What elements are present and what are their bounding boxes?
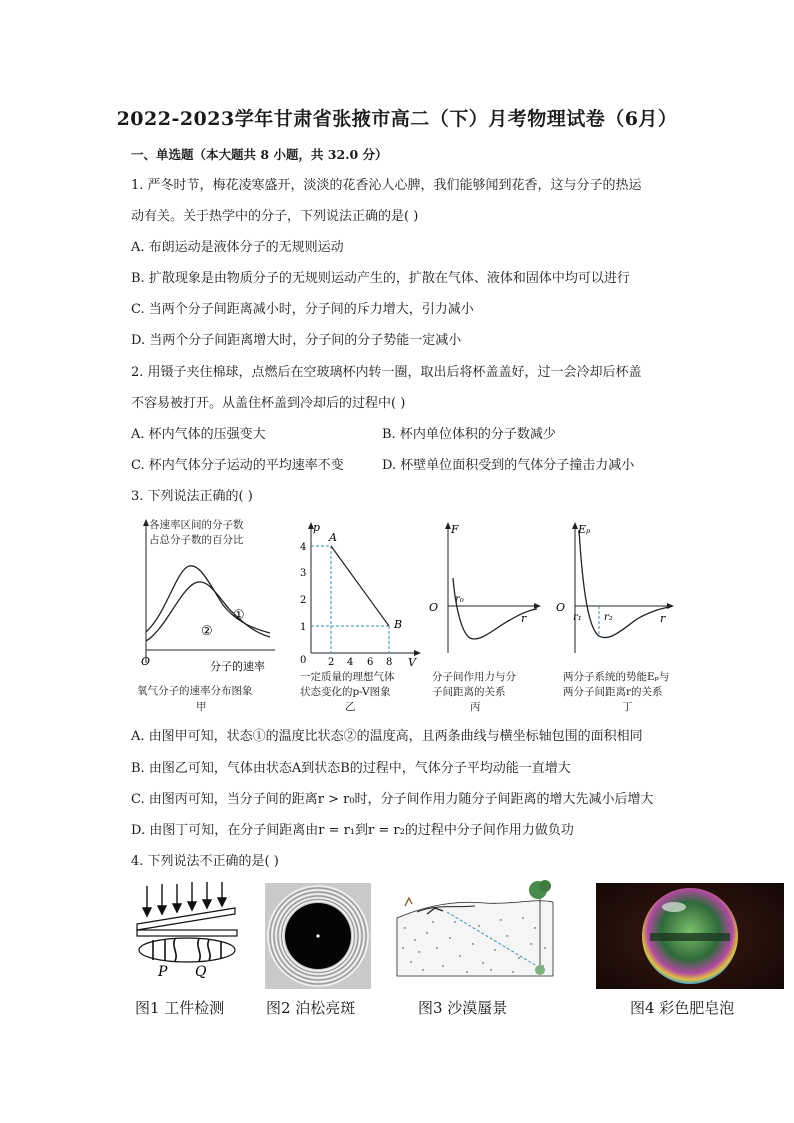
fig1-caption: 图1 工件检测: [135, 999, 225, 1017]
q3-option-a[interactable]: A. 由图甲可知，状态①的温度比状态②的温度高，且两条曲线与横坐标轴包围的面积相同: [131, 729, 643, 744]
r1-label: r₁: [573, 612, 582, 623]
q1-stem-line1: 1. 严冬时节，梅花凌寒盛开，淡淡的花香沁人心脾，我们能够闻到花香，这与分子的热运: [131, 178, 642, 193]
q-label: Q: [195, 964, 207, 978]
ding-label: 丁: [622, 701, 633, 713]
bing-caption-2: 子间距离的关系: [432, 686, 506, 698]
yi-caption-1: 一定质量的理想气体: [300, 671, 395, 683]
section-heading: 一、单选题（本大题共 8 小题，共 32.0 分）: [131, 147, 388, 162]
x-tick-8: 8: [386, 657, 393, 668]
q3-option-b[interactable]: B. 由图乙可知，气体由状态A到状态B的过程中，气体分子平均动能一直增大: [131, 761, 571, 776]
figure-desert-mirage: [395, 878, 555, 978]
point-b-label: B: [394, 618, 403, 631]
q2-stem-line2: 不容易被打开。从盖住杯盖到冷却后的过程中( ): [131, 396, 406, 411]
p-axis-label: p: [313, 521, 321, 534]
q3-option-d[interactable]: D. 由图丁可知，在分子间距离由r = r₁到r = r₂的过程中分子间作用力做负功: [131, 823, 574, 838]
fig2-caption: 图2 泊松亮斑: [266, 999, 356, 1017]
curve-2-label: ②: [201, 624, 213, 639]
x-tick-4: 4: [347, 657, 354, 668]
q2-stem-line1: 2. 用镊子夹住棉球，点燃后在空玻璃杯内转一圈，取出后将杯盖盖好，过一会冷却后杯盖: [131, 365, 642, 380]
q2-option-d[interactable]: D. 杯壁单位面积受到的气体分子撞击力减小: [382, 458, 635, 473]
r0-label: r₀: [455, 594, 464, 605]
y-tick-2: 2: [300, 595, 307, 606]
origin-label: 0: [300, 655, 307, 666]
x-axis-label: 分子的速率: [210, 660, 265, 673]
process-line: [331, 546, 389, 626]
q2-option-c[interactable]: C. 杯内气体分子运动的平均速率不变: [131, 458, 344, 473]
jia-ylabel-1: 各速率区间的分子数: [149, 519, 244, 531]
q3-option-c[interactable]: C. 由图丙可知，当分子间的距离r > r₀时，分子间作用力随分子间距离的增大先减小后增大: [131, 792, 654, 807]
point-a-label: A: [329, 531, 337, 544]
bright-spot: [316, 934, 319, 937]
r-axis-label: r: [660, 612, 666, 625]
figure-bing: [425, 518, 545, 658]
ding-caption-2: 两分子间距离r的关系: [563, 686, 663, 698]
y-tick-1: 1: [300, 622, 307, 633]
q3-stem: 3. 下列说法正确的( ): [131, 489, 253, 504]
fig4-caption: 图4 彩色肥皂泡: [630, 999, 735, 1017]
bing-label: 丙: [470, 701, 481, 713]
ding-caption-1: 两分子系统的势能Eₚ与: [563, 671, 670, 683]
curve-1-label: ①: [233, 608, 245, 623]
v-axis-label: V: [408, 656, 416, 669]
q1-option-b[interactable]: B. 扩散现象是由物质分子的无规则运动产生的，扩散在气体、液体和固体中均可以进行: [131, 271, 630, 286]
x-tick-2: 2: [328, 657, 335, 668]
figure-poisson-spot: [265, 883, 371, 989]
q4-stem: 4. 下列说法不正确的是( ): [131, 854, 279, 869]
figure-ding: [552, 518, 682, 658]
jia-label: 甲: [196, 701, 207, 713]
y-tick-4: 4: [300, 542, 307, 553]
q1-stem-line2: 动有关。关于热学中的分子，下列说法正确的是( ): [131, 209, 419, 224]
x-tick-6: 6: [367, 657, 374, 668]
p-label: P: [158, 964, 168, 978]
ep-axis-label: Eₚ: [578, 523, 591, 536]
y-tick-3: 3: [300, 568, 307, 579]
page-title: 2022-2023学年甘肃省张掖市高二（下）月考物理试卷（6月）: [116, 108, 678, 130]
q1-option-d[interactable]: D. 当两个分子间距离增大时，分子间的分子势能一定减小: [131, 333, 462, 348]
yi-caption-2: 状态变化的p-V图象: [300, 686, 391, 698]
figure-soap-bubble: [596, 883, 784, 989]
yi-label: 乙: [345, 701, 356, 713]
origin-label: O: [556, 601, 566, 614]
f-axis-label: F: [451, 523, 459, 536]
q1-option-a[interactable]: A. 布朗运动是液体分子的无规则运动: [131, 240, 344, 255]
q2-option-b[interactable]: B. 杯内单位体积的分子数减少: [382, 427, 556, 442]
force-curve: [453, 578, 537, 639]
jia-ylabel-2: 占总分子数的百分比: [149, 534, 244, 546]
jia-caption: 氧气分子的速率分布图象: [137, 685, 253, 697]
q1-option-c[interactable]: C. 当两个分子间距离减小时，分子间的斥力增大，引力减小: [131, 302, 474, 317]
r-axis-label: r: [521, 612, 527, 625]
figure-yi: [295, 518, 425, 673]
fig3-caption: 图3 沙漠蜃景: [418, 999, 508, 1017]
bing-caption-1: 分子间作用力与分: [432, 671, 516, 683]
figure-workpiece-test: [133, 880, 245, 978]
q2-option-a[interactable]: A. 杯内气体的压强变大: [131, 427, 266, 442]
origin-label: O: [141, 655, 151, 668]
r2-label: r₂: [604, 612, 613, 623]
origin-label: O: [429, 601, 439, 614]
curve-1: [146, 566, 270, 633]
potential-curve: [579, 530, 670, 638]
